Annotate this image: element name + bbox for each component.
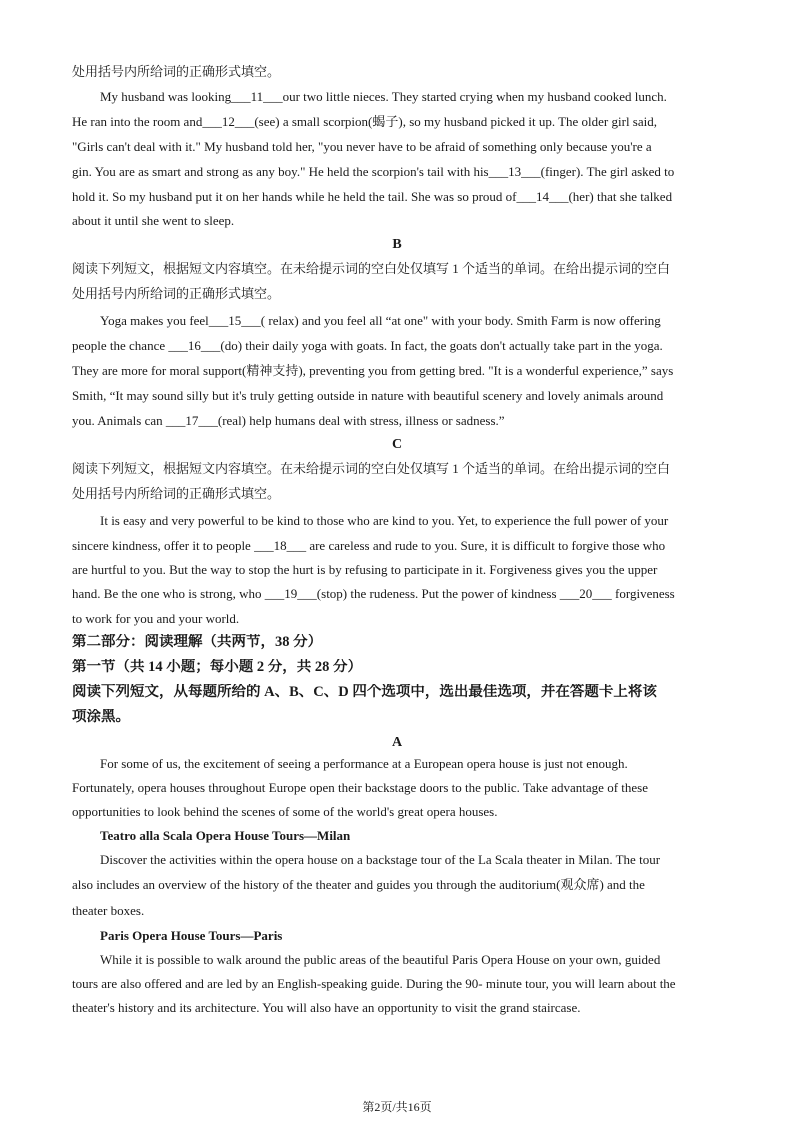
passage-line: hold it. So my husband put it on her hands while he held the tail. She was so proud of___14___(her) that she talked bbox=[72, 189, 673, 204]
instruction-line: 阅读下列短文，根据短文内容填空。在未给提示词的空白处仅填写 1 个适当的单词。在给出提示词的空白 bbox=[72, 261, 671, 276]
passage-line: Discover the activities within the opera house on a backstage tour of the La Scala theater in Milan. The tour bbox=[100, 852, 661, 867]
passage-line: It is easy and very powerful to be kind to those who are kind to you. Yet, to experience the full power of your bbox=[100, 513, 669, 528]
passage-line: are hurtful to you. But the way to stop the hurt is by refusing to participate in it. Forgiveness gives you the upper bbox=[72, 562, 658, 577]
passage-line: Yoga makes you feel___15___( relax) and you feel all “at one" with your body. Smith Farm is now offering bbox=[100, 313, 661, 328]
reading-instruction: 项涂黑。 bbox=[72, 709, 130, 725]
passage-line: opportunities to look behind the scenes of some of the world's great opera houses. bbox=[72, 804, 498, 819]
subheading-paris: Paris Opera House Tours—Paris bbox=[100, 928, 283, 943]
passage-line: to work for you and your world. bbox=[72, 611, 240, 626]
instruction-line: 处用括号内所给词的正确形式填空。 bbox=[72, 486, 281, 501]
section-heading-a: A bbox=[391, 735, 403, 750]
passage-line: Fortunately, opera houses throughout Europe open their backstage doors to the public. Take advantage of these bbox=[72, 780, 648, 795]
reading-instruction: 阅读下列短文，从每题所给的 A、B、C、D 四个选项中，选出最佳选项，并在答题卡上将该 bbox=[72, 684, 657, 700]
passage-line: theater boxes. bbox=[72, 903, 145, 918]
part-two-heading: 第二部分：阅读理解（共两节，38 分） bbox=[72, 634, 323, 650]
passage-line: "Girls can't deal with it." My husband told her, "you never have to be afraid of something only because you're a bbox=[72, 139, 652, 154]
passage-line: For some of us, the excitement of seeing a performance at a European opera house is just not enough. bbox=[100, 756, 628, 771]
passage-line: They are more for moral support(精神支持), preventing you from getting bred. "It is a wonderful experience,” says bbox=[72, 363, 674, 378]
instruction-line: 阅读下列短文，根据短文内容填空。在未给提示词的空白处仅填写 1 个适当的单词。在给出提示词的空白 bbox=[72, 461, 671, 476]
passage-line: While it is possible to walk around the public areas of the beautiful Paris Opera House on your own, guided bbox=[100, 952, 661, 967]
passage-line: hand. Be the one who is strong, who ___19___(stop) the rudeness. Put the power of kindness ___20___ forgiveness bbox=[72, 586, 675, 601]
instruction-line: 处用括号内所给词的正确形式填空。 bbox=[72, 286, 281, 301]
passage-line: He ran into the room and___12___(see) a small scorpion(蝎子), so my husband picked it up. The older girl said, bbox=[72, 114, 657, 129]
section-one-heading: 第一节（共 14 小题；每小题 2 分，共 28 分） bbox=[72, 659, 362, 675]
passage-line: also includes an overview of the history of the theater and guides you through the auditorium(观众席) and the bbox=[72, 877, 645, 892]
passage-line: about it until she went to sleep. bbox=[72, 213, 235, 228]
passage-line: people the chance ___16___(do) their daily yoga with goats. In fact, the goats don't actually take part in the yoga. bbox=[72, 338, 663, 353]
section-heading-b: B bbox=[392, 237, 402, 252]
passage-line: tours are also offered and are led by an English-speaking guide. During the 90- minute tour, you will learn about the bbox=[72, 976, 676, 991]
instruction-line: 处用括号内所给词的正确形式填空。 bbox=[72, 64, 281, 79]
subheading-milan: Teatro alla Scala Opera House Tours—Milan bbox=[100, 828, 351, 843]
page-number: 第2页/共16页 bbox=[362, 1100, 432, 1114]
passage-line: you. Animals can ___17___(real) help humans deal with stress, illness or sadness.” bbox=[72, 413, 505, 428]
passage-line: gin. You are as smart and strong as any boy." He held the scorpion's tail with his___13___(finger). The girl asked to bbox=[72, 164, 675, 179]
passage-line: My husband was looking___11___our two little nieces. They started crying when my husband cooked lunch. bbox=[100, 89, 667, 104]
passage-line: sincere kindness, offer it to people ___18___ are careless and rude to you. Sure, it is difficult to forgive those who bbox=[72, 538, 666, 553]
passage-line: theater's history and its architecture. You will also have an opportunity to visit the grand staircase. bbox=[72, 1000, 581, 1015]
passage-line: Smith, “It may sound silly but it's truly getting outside in nature with beautiful scenery and lovely animals around bbox=[72, 388, 664, 403]
section-heading-c: C bbox=[391, 437, 403, 452]
